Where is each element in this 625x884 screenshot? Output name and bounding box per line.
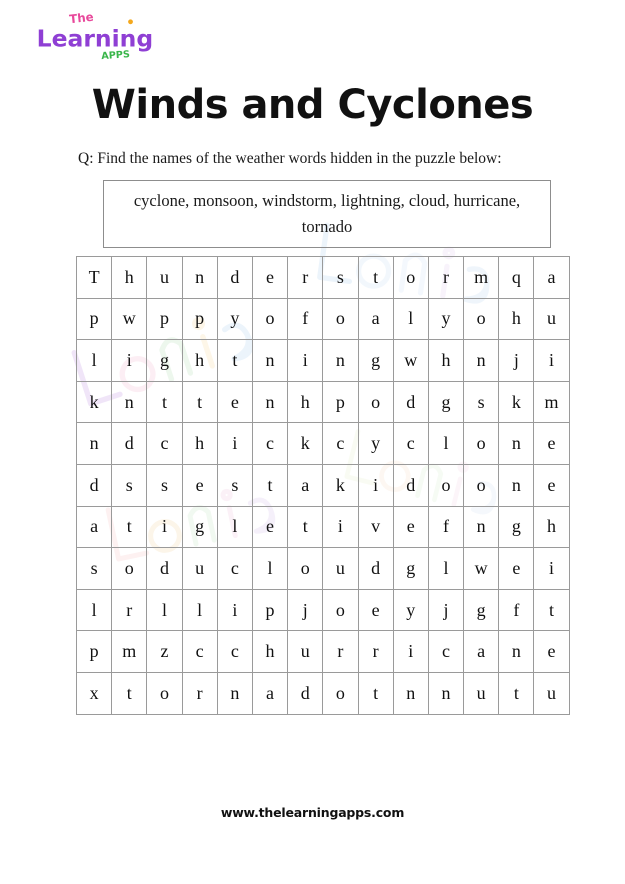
grid-row bbox=[77, 464, 570, 506]
grid-cell[interactable]: s bbox=[217, 464, 252, 506]
grid-cell[interactable]: j bbox=[499, 340, 534, 382]
grid-cell[interactable]: t bbox=[534, 589, 569, 631]
grid-cell[interactable]: i bbox=[358, 464, 393, 506]
grid-cell[interactable]: n bbox=[112, 381, 147, 423]
grid-cell[interactable]: m bbox=[112, 631, 147, 673]
grid-cell[interactable]: u bbox=[323, 548, 358, 590]
logo-text-apps: APPS bbox=[100, 49, 131, 63]
grid-cell[interactable]: c bbox=[182, 631, 217, 673]
grid-cell[interactable]: l bbox=[252, 548, 287, 590]
page-title: Winds and Cyclones bbox=[91, 82, 534, 128]
grid-cell[interactable]: h bbox=[499, 298, 534, 340]
grid-cell[interactable]: w bbox=[464, 548, 499, 590]
grid-cell[interactable]: q bbox=[499, 257, 534, 299]
grid-cell[interactable]: o bbox=[288, 548, 323, 590]
grid-cell[interactable]: x bbox=[77, 672, 112, 714]
grid-cell[interactable]: h bbox=[428, 340, 463, 382]
grid-cell[interactable]: g bbox=[358, 340, 393, 382]
grid-cell[interactable]: l bbox=[147, 589, 182, 631]
grid-cell[interactable]: d bbox=[393, 381, 428, 423]
grid-cell[interactable]: k bbox=[288, 423, 323, 465]
grid-cell[interactable]: a bbox=[288, 464, 323, 506]
grid-cell[interactable]: u bbox=[534, 298, 569, 340]
grid-cell[interactable]: a bbox=[534, 257, 569, 299]
grid-cell[interactable]: n bbox=[252, 381, 287, 423]
grid-cell[interactable]: s bbox=[112, 464, 147, 506]
grid-cell[interactable]: p bbox=[147, 298, 182, 340]
grid-cell[interactable]: y bbox=[358, 423, 393, 465]
grid-cell[interactable]: c bbox=[252, 423, 287, 465]
grid-cell[interactable]: n bbox=[499, 631, 534, 673]
grid-cell[interactable]: n bbox=[217, 672, 252, 714]
grid-cell[interactable]: l bbox=[182, 589, 217, 631]
grid-cell[interactable]: e bbox=[499, 548, 534, 590]
grid-cell[interactable]: d bbox=[393, 464, 428, 506]
grid-cell[interactable]: c bbox=[217, 631, 252, 673]
grid-cell[interactable]: p bbox=[323, 381, 358, 423]
grid-cell[interactable]: i bbox=[112, 340, 147, 382]
grid-cell[interactable]: e bbox=[252, 506, 287, 548]
grid-cell[interactable]: u bbox=[182, 548, 217, 590]
grid-cell[interactable]: v bbox=[358, 506, 393, 548]
grid-cell[interactable]: j bbox=[428, 589, 463, 631]
grid-cell[interactable]: s bbox=[77, 548, 112, 590]
grid-cell[interactable]: a bbox=[358, 298, 393, 340]
grid-cell[interactable]: p bbox=[77, 631, 112, 673]
grid-cell[interactable]: h bbox=[252, 631, 287, 673]
grid-cell[interactable]: i bbox=[147, 506, 182, 548]
grid-cell[interactable]: l bbox=[77, 589, 112, 631]
grid-row bbox=[77, 257, 570, 299]
grid-cell[interactable]: f bbox=[499, 589, 534, 631]
grid-cell[interactable]: o bbox=[464, 464, 499, 506]
grid-cell[interactable]: i bbox=[534, 548, 569, 590]
grid-cell[interactable]: t bbox=[217, 340, 252, 382]
grid-cell[interactable]: o bbox=[464, 423, 499, 465]
grid-cell[interactable]: y bbox=[217, 298, 252, 340]
grid-cell[interactable]: i bbox=[288, 340, 323, 382]
grid-cell[interactable]: n bbox=[464, 340, 499, 382]
grid-cell[interactable]: n bbox=[499, 464, 534, 506]
grid-cell[interactable]: t bbox=[147, 381, 182, 423]
grid-cell[interactable]: n bbox=[252, 340, 287, 382]
grid-cell[interactable]: w bbox=[112, 298, 147, 340]
grid-cell[interactable]: t bbox=[112, 506, 147, 548]
grid-cell[interactable]: s bbox=[147, 464, 182, 506]
grid-row bbox=[77, 298, 570, 340]
grid-cell[interactable]: y bbox=[393, 589, 428, 631]
grid-cell[interactable]: u bbox=[147, 257, 182, 299]
grid-row bbox=[77, 506, 570, 548]
grid-cell[interactable]: a bbox=[252, 672, 287, 714]
grid-cell[interactable]: i bbox=[323, 506, 358, 548]
grid-row bbox=[77, 340, 570, 382]
grid-cell[interactable]: l bbox=[428, 423, 463, 465]
grid-cell[interactable]: t bbox=[358, 672, 393, 714]
grid-cell[interactable]: n bbox=[77, 423, 112, 465]
grid-cell[interactable]: m bbox=[464, 257, 499, 299]
grid-cell[interactable]: t bbox=[499, 672, 534, 714]
grid-cell[interactable]: d bbox=[358, 548, 393, 590]
grid-cell[interactable]: e bbox=[217, 381, 252, 423]
grid-cell[interactable]: d bbox=[147, 548, 182, 590]
grid-cell[interactable]: j bbox=[288, 589, 323, 631]
grid-cell[interactable]: r bbox=[358, 631, 393, 673]
grid-cell[interactable]: T bbox=[77, 257, 112, 299]
grid-cell[interactable]: c bbox=[323, 423, 358, 465]
grid-cell[interactable]: e bbox=[534, 631, 569, 673]
grid-cell[interactable]: o bbox=[252, 298, 287, 340]
grid-row bbox=[77, 672, 570, 714]
grid-row bbox=[77, 589, 570, 631]
grid-cell[interactable]: o bbox=[323, 589, 358, 631]
grid-cell[interactable]: h bbox=[182, 340, 217, 382]
grid-cell[interactable]: s bbox=[323, 257, 358, 299]
grid-cell[interactable]: o bbox=[147, 672, 182, 714]
grid-cell[interactable]: p bbox=[77, 298, 112, 340]
grid-cell[interactable]: f bbox=[428, 506, 463, 548]
grid-cell[interactable]: e bbox=[393, 506, 428, 548]
word-search-grid-body bbox=[77, 257, 570, 715]
grid-cell[interactable]: i bbox=[534, 340, 569, 382]
grid-cell[interactable]: n bbox=[323, 340, 358, 382]
grid-cell[interactable]: o bbox=[323, 672, 358, 714]
grid-cell[interactable]: l bbox=[393, 298, 428, 340]
grid-cell[interactable]: c bbox=[217, 548, 252, 590]
grid-cell[interactable]: k bbox=[77, 381, 112, 423]
grid-cell[interactable]: g bbox=[147, 340, 182, 382]
grid-cell[interactable]: n bbox=[499, 423, 534, 465]
grid-cell[interactable]: n bbox=[393, 672, 428, 714]
grid-cell[interactable]: g bbox=[499, 506, 534, 548]
grid-cell[interactable]: e bbox=[534, 464, 569, 506]
grid-cell[interactable]: t bbox=[358, 257, 393, 299]
grid-cell[interactable]: d bbox=[217, 257, 252, 299]
grid-cell[interactable]: u bbox=[534, 672, 569, 714]
grid-row bbox=[77, 381, 570, 423]
grid-cell[interactable]: i bbox=[393, 631, 428, 673]
grid-cell[interactable]: d bbox=[112, 423, 147, 465]
grid-cell[interactable]: o bbox=[393, 257, 428, 299]
grid-row bbox=[77, 548, 570, 590]
grid-cell[interactable]: d bbox=[288, 672, 323, 714]
grid-cell[interactable]: r bbox=[182, 672, 217, 714]
grid-cell[interactable]: k bbox=[499, 381, 534, 423]
grid-cell[interactable]: a bbox=[77, 506, 112, 548]
grid-cell[interactable]: h bbox=[112, 257, 147, 299]
grid-cell[interactable]: t bbox=[288, 506, 323, 548]
grid-cell[interactable]: e bbox=[534, 423, 569, 465]
brand-logo[interactable] bbox=[26, 8, 166, 66]
grid-cell[interactable]: o bbox=[428, 464, 463, 506]
grid-row bbox=[77, 631, 570, 673]
logo-text-the: The bbox=[68, 9, 95, 27]
grid-cell[interactable]: o bbox=[464, 298, 499, 340]
footer-url[interactable]: www.thelearningapps.com bbox=[220, 805, 405, 820]
grid-cell[interactable]: l bbox=[217, 506, 252, 548]
grid-cell[interactable]: l bbox=[428, 548, 463, 590]
grid-cell[interactable]: g bbox=[393, 548, 428, 590]
grid-cell[interactable]: m bbox=[534, 381, 569, 423]
grid-cell[interactable]: t bbox=[252, 464, 287, 506]
grid-cell[interactable]: h bbox=[288, 381, 323, 423]
grid-cell[interactable]: e bbox=[252, 257, 287, 299]
grid-cell[interactable]: g bbox=[182, 506, 217, 548]
grid-cell[interactable]: c bbox=[428, 631, 463, 673]
grid-cell[interactable]: o bbox=[358, 381, 393, 423]
grid-cell[interactable]: d bbox=[77, 464, 112, 506]
grid-cell[interactable]: r bbox=[288, 257, 323, 299]
instruction-text: Q: Find the names of the weather words hidden in the puzzle below: bbox=[78, 150, 502, 167]
grid-cell[interactable]: e bbox=[182, 464, 217, 506]
grid-cell[interactable]: i bbox=[217, 589, 252, 631]
word-search-grid[interactable] bbox=[76, 256, 570, 715]
logo-star-icon bbox=[128, 19, 133, 24]
grid-row bbox=[77, 423, 570, 465]
grid-cell[interactable]: t bbox=[182, 381, 217, 423]
word-list-text: cyclone, monsoon, windstorm, lightning, cloud, hurricane, tornado bbox=[133, 191, 521, 236]
grid-cell[interactable]: r bbox=[323, 631, 358, 673]
grid-cell[interactable]: c bbox=[393, 423, 428, 465]
grid-cell[interactable]: u bbox=[464, 672, 499, 714]
grid-cell[interactable]: r bbox=[112, 589, 147, 631]
grid-cell[interactable]: i bbox=[217, 423, 252, 465]
grid-cell[interactable]: t bbox=[112, 672, 147, 714]
grid-cell[interactable]: p bbox=[252, 589, 287, 631]
grid-cell[interactable]: u bbox=[288, 631, 323, 673]
logo-text-learning: Learning bbox=[36, 24, 154, 53]
grid-cell[interactable]: n bbox=[428, 672, 463, 714]
grid-cell[interactable]: n bbox=[182, 257, 217, 299]
grid-cell[interactable]: r bbox=[428, 257, 463, 299]
grid-cell[interactable]: l bbox=[77, 340, 112, 382]
grid-cell[interactable]: g bbox=[464, 589, 499, 631]
grid-cell[interactable]: p bbox=[182, 298, 217, 340]
grid-cell[interactable]: h bbox=[534, 506, 569, 548]
grid-cell[interactable]: g bbox=[428, 381, 463, 423]
grid-cell[interactable]: f bbox=[288, 298, 323, 340]
word-list-box bbox=[103, 180, 551, 248]
grid-cell[interactable]: s bbox=[464, 381, 499, 423]
grid-cell[interactable]: k bbox=[323, 464, 358, 506]
grid-cell[interactable]: y bbox=[428, 298, 463, 340]
grid-cell[interactable]: e bbox=[358, 589, 393, 631]
grid-cell[interactable]: z bbox=[147, 631, 182, 673]
grid-cell[interactable]: n bbox=[464, 506, 499, 548]
grid-cell[interactable]: c bbox=[147, 423, 182, 465]
grid-cell[interactable]: a bbox=[464, 631, 499, 673]
grid-cell[interactable]: h bbox=[182, 423, 217, 465]
grid-cell[interactable]: o bbox=[323, 298, 358, 340]
grid-cell[interactable]: w bbox=[393, 340, 428, 382]
grid-cell[interactable]: o bbox=[112, 548, 147, 590]
